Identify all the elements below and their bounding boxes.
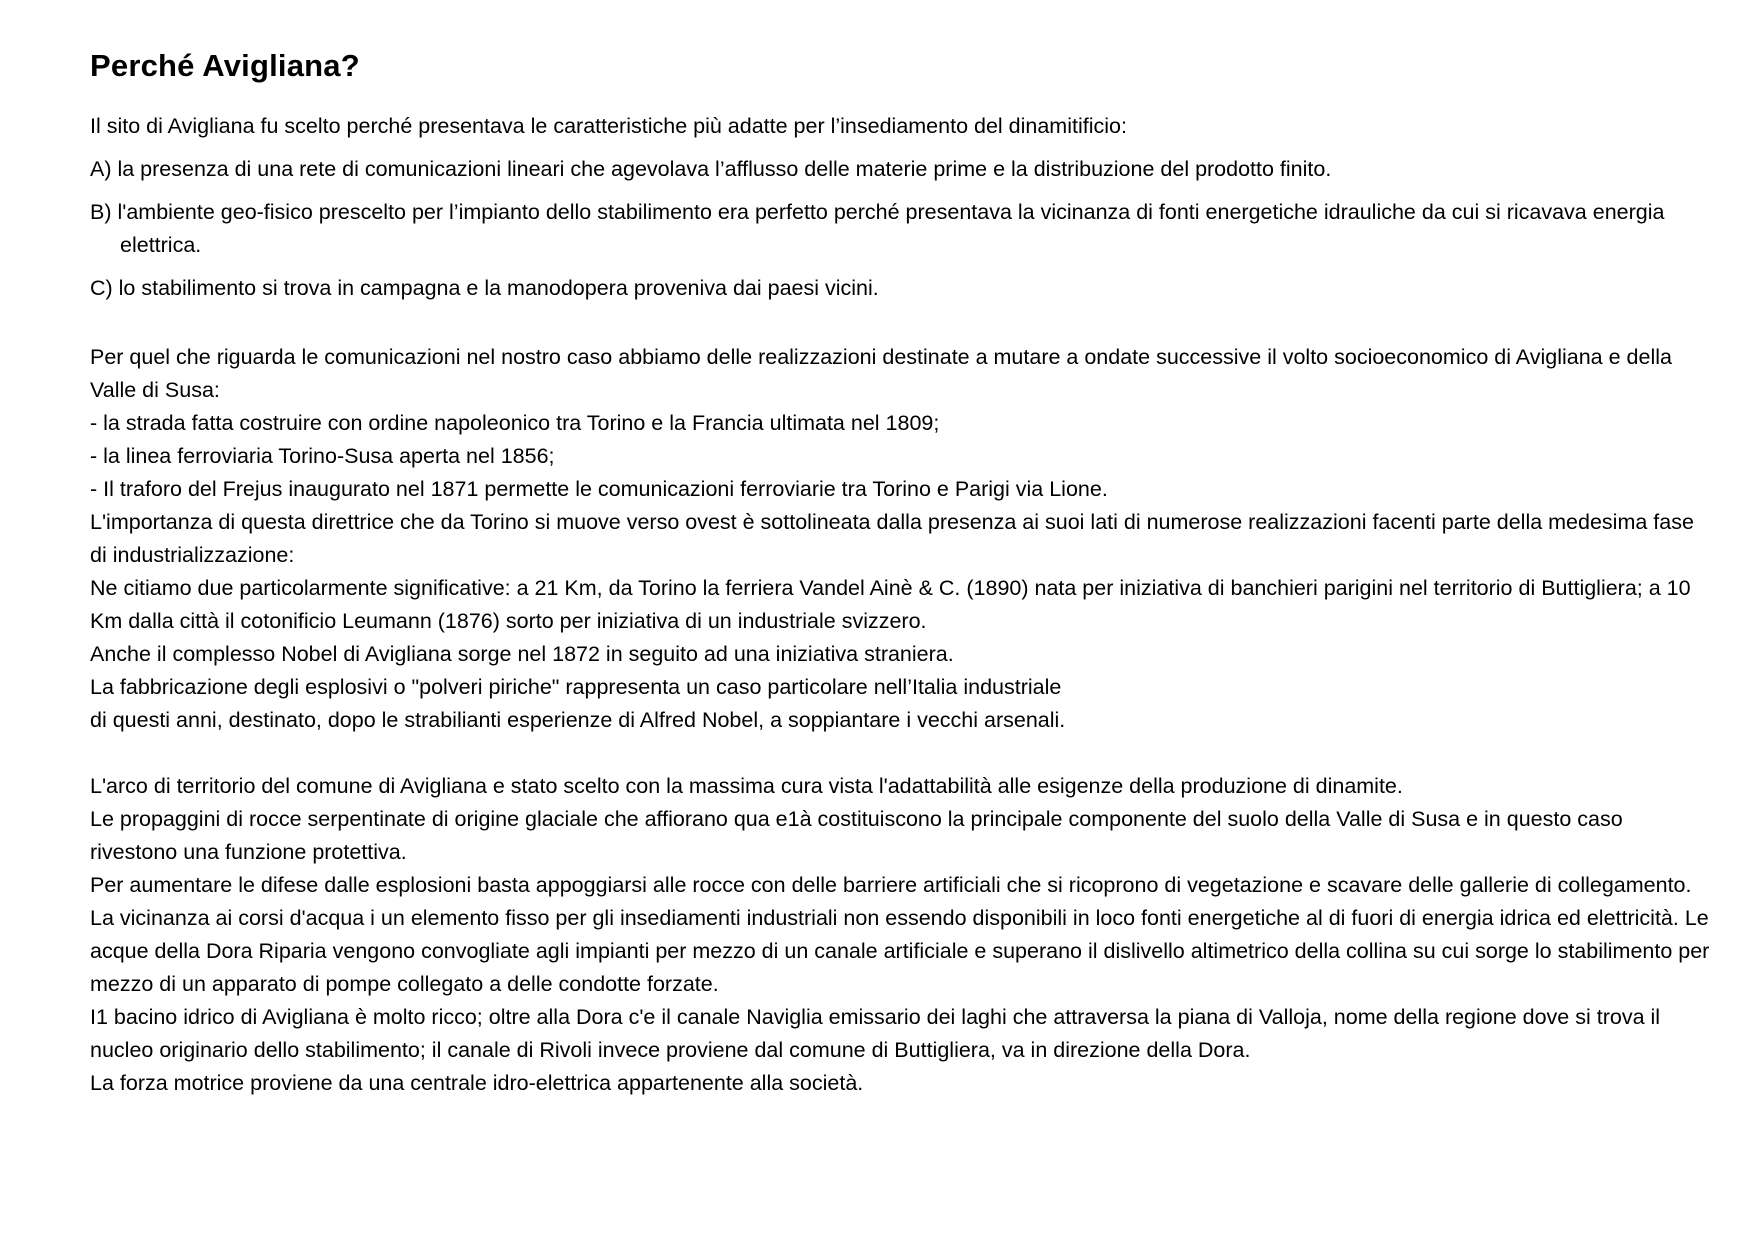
communications-examples: Ne citiamo due particolarmente significative: a 21 Km, da Torino la ferriera Vandel Ainè & C. (1890) nata per iniziativa di banchieri parigini nel territorio di Buttigliera; a 10 Km dalla città il cotonificio Leumann (1876) sorto per iniziativa di un industriale svizzero. — [90, 576, 1691, 633]
communications-importance: L'importanza di questa direttrice che da Torino si muove verso ovest è sottolineata dalla presenza ai suoi lati di numerose realizzazioni facenti parte della medesima fase di industrializzazione: — [90, 510, 1694, 567]
document-page — [90, 46, 1710, 1100]
communications-arsenals: di questi anni, destinato, dopo le strabilianti esperienze di Alfred Nobel, a soppiantare i vecchi arsenali. — [90, 708, 1066, 732]
communications-railway: - la linea ferroviaria Torino-Susa aperta nel 1856; — [90, 444, 555, 468]
communications-section — [90, 341, 1710, 737]
territory-choice: L'arco di territorio del comune di Avigliana e stato scelto con la massima cura vista l'adattabilità alle esigenze della produzione di dinamite. — [90, 774, 1403, 798]
communications-frejus: - Il traforo del Frejus inaugurato nel 1871 permette le comunicazioni ferroviarie tra Torino e Parigi via Lione. — [90, 477, 1108, 501]
territory-defenses: Per aumentare le difese dalle esplosioni basta appoggiarsi alle rocce con delle barriere artificiali che si ricoprono di vegetazione e scavare delle gallerie di collegamento. — [90, 873, 1692, 897]
communications-intro: Per quel che riguarda le comunicazioni nel nostro caso abbiamo delle realizzazioni destinate a mutare a ondate successive il volto socioeconomico di Avigliana e della Valle di Susa: — [90, 345, 1672, 402]
list-item-b: B) l'ambiente geo-fisico prescelto per l’impianto dello stabilimento era perfetto perché presentava la vicinanza di fonti energetiche idrauliche da cui si ricavava energia elettrica. — [90, 200, 1665, 257]
intro-paragraph: Il sito di Avigliana fu scelto perché presentava le caratteristiche più adatte per l’insediamento del dinamitificio: — [90, 114, 1127, 138]
list-item-c: C) lo stabilimento si trova in campagna e la manodopera proveniva dai paesi vicini. — [90, 276, 879, 300]
territory-power: La forza motrice proviene da una centrale idro-elettrica appartenente alla società. — [90, 1071, 864, 1095]
communications-road: - la strada fatta costruire con ordine napoleonico tra Torino e la Francia ultimata nel 1809; — [90, 411, 940, 435]
territory-section — [90, 770, 1710, 1100]
list-item-a: A) la presenza di una rete di comunicazioni lineari che agevolava l’afflusso delle materie prime e la distribuzione del prodotto finito. — [90, 157, 1332, 181]
page-title: Perché Avigliana? — [90, 48, 360, 83]
territory-rocks: Le propaggini di rocce serpentinate di origine glaciale che affiorano qua e1à costituiscono la principale componente del suolo della Valle di Susa e in questo caso rivestono una funzione protettiva. — [90, 807, 1623, 864]
communications-explosives: La fabbricazione degli esplosivi o "polveri piriche" rappresenta un caso particolare nell’Italia industriale — [90, 675, 1062, 699]
communications-nobel: Anche il complesso Nobel di Avigliana sorge nel 1872 in seguito ad una iniziativa straniera. — [90, 642, 954, 666]
territory-basin: I1 bacino idrico di Avigliana è molto ricco; oltre alla Dora c'e il canale Naviglia emissario dei laghi che attraversa la piana di Valloja, nome della regione dove si trova il nucleo originario dello stabilimento; il canale di Rivoli invece proviene dal comune di Buttigliera, va in direzione della Dora. — [90, 1005, 1661, 1062]
territory-water: La vicinanza ai corsi d'acqua i un elemento fisso per gli insediamenti industriali non essendo disponibili in loco fonti energetiche al di fuori di energia idrica ed elettricità. Le acque della Dora Riparia vengono convogliate agli impianti per mezzo di un canale artificiale e superano il dislivello altimetrico della collina su cui sorge lo stabilimento per mezzo di un apparato di pompe collegato a delle condotte forzate. — [90, 906, 1710, 996]
